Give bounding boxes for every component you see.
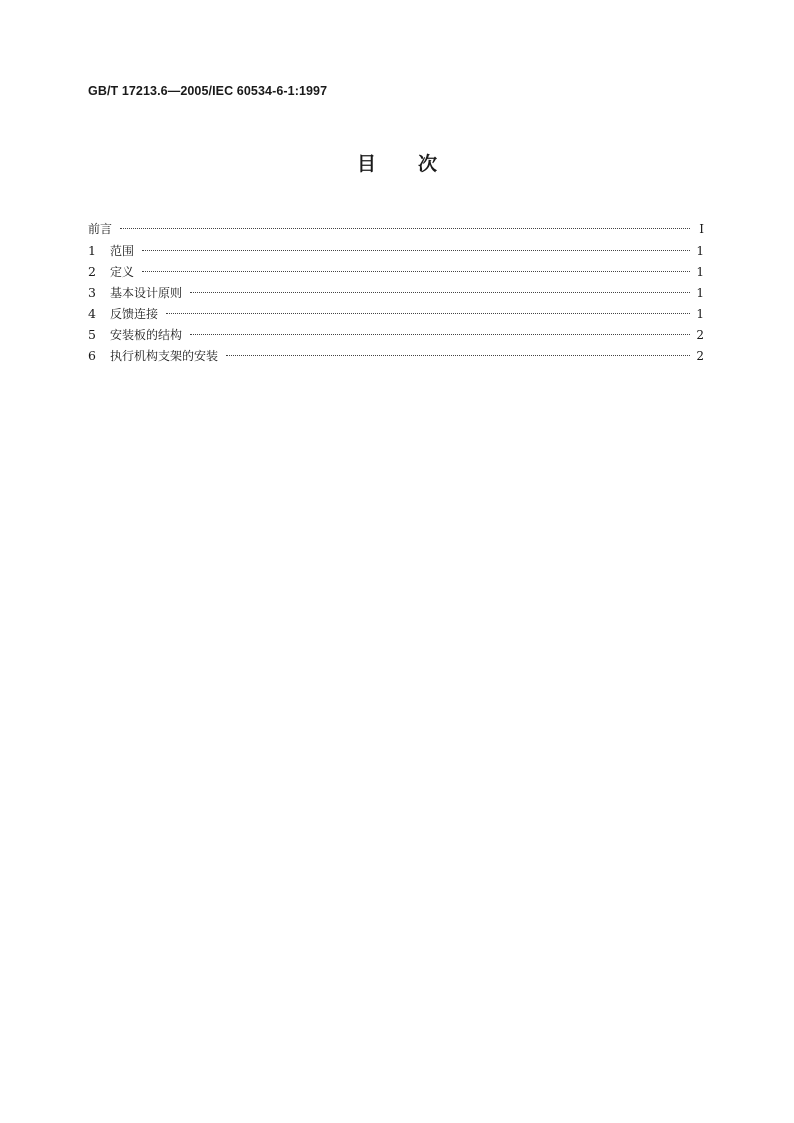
toc-entry-1[interactable]: [88, 240, 704, 261]
toc-entry-label: 反馈连接: [110, 307, 159, 321]
toc-entry-label: 定义: [110, 265, 135, 279]
toc-entry-number: 2: [88, 264, 96, 279]
toc-page-number: 1: [696, 265, 704, 279]
title-char-2: 次: [418, 153, 438, 175]
toc-entry-2[interactable]: [88, 261, 704, 282]
toc-leader-dots: [190, 334, 690, 335]
toc-entry-6[interactable]: [88, 345, 704, 366]
toc-entry-3[interactable]: [88, 282, 704, 303]
toc-page-number: 2: [696, 349, 704, 363]
page-title: [0, 152, 794, 176]
toc-leader-dots: [120, 228, 690, 229]
toc-entry-foreword[interactable]: [88, 219, 704, 240]
toc-entry-number: 5: [88, 327, 96, 342]
toc-entry-number: 3: [88, 285, 96, 300]
toc-entry-label: 执行机构支架的安装: [110, 349, 219, 363]
toc-leader-dots: [142, 250, 690, 251]
toc-entry-number: 4: [88, 306, 96, 321]
toc-leader-dots: [190, 292, 690, 293]
toc-entry-label: 基本设计原则: [110, 286, 183, 300]
toc-page-number: 2: [696, 328, 704, 342]
toc-leader-dots: [166, 313, 690, 314]
toc-page-number: 1: [696, 286, 704, 300]
toc-entry-label: 安装板的结构: [110, 328, 183, 342]
toc-page-number: I: [699, 222, 704, 236]
toc-entry-number: 6: [88, 348, 96, 363]
toc-leader-dots: [142, 271, 690, 272]
toc-leader-dots: [226, 355, 690, 356]
toc-entry-4[interactable]: [88, 303, 704, 324]
title-char-1: 目: [356, 153, 376, 175]
toc-page-number: 1: [696, 244, 704, 258]
toc-entry-number: 1: [88, 243, 96, 258]
standard-code-header: GB/T 17213.6—2005/IEC 60534-6-1:1997: [88, 84, 328, 98]
toc-entry-label: 范围: [110, 244, 135, 258]
table-of-contents: [88, 219, 704, 366]
toc-page-number: 1: [696, 307, 704, 321]
toc-entry-5[interactable]: [88, 324, 704, 345]
toc-entry-label: 前言: [88, 222, 113, 236]
